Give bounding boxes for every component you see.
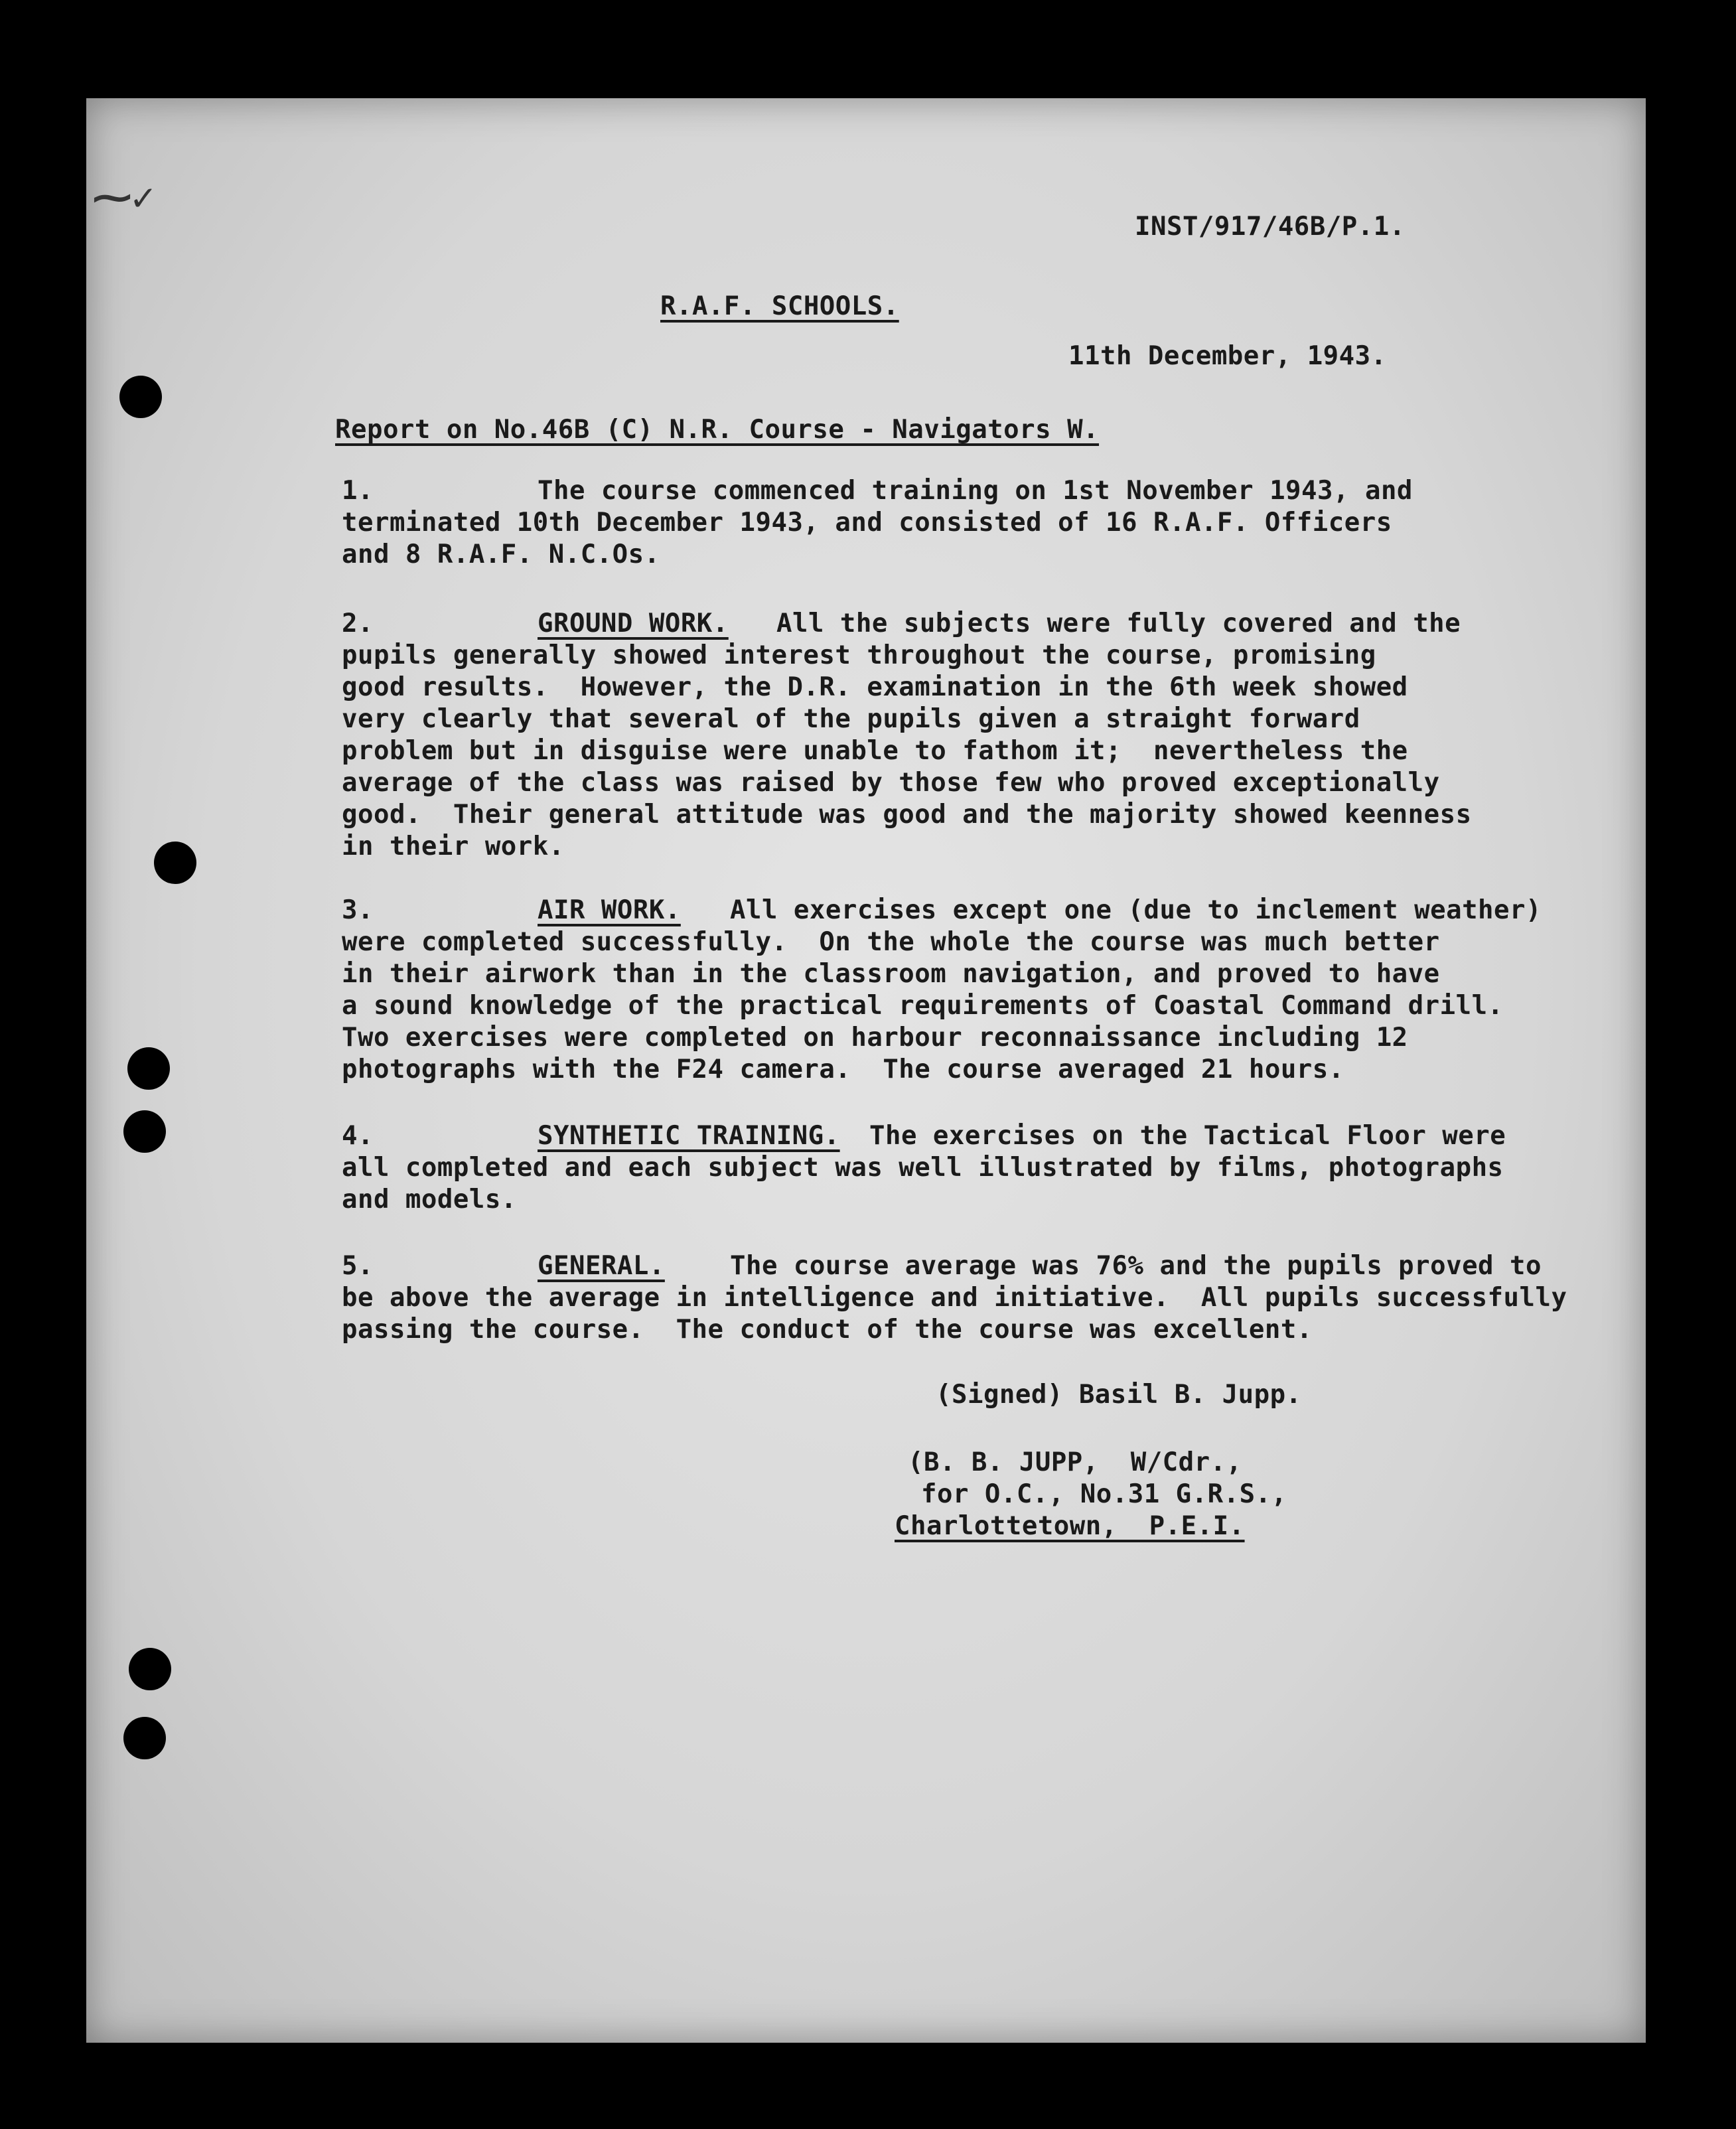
signatory-unit: for O.C., No.31 G.R.S., (921, 1479, 1287, 1509)
paragraph-line: were completed successfully. On the whole the course was much better (342, 927, 1440, 957)
school-heading: R.A.F. SCHOOLS. (660, 291, 899, 321)
paragraph-line: The course commenced training on 1st November 1943, and (538, 476, 1413, 506)
punch-hole (127, 1047, 170, 1090)
document-date: 11th December, 1943. (1068, 341, 1387, 371)
paragraph-line: and 8 R.A.F. N.C.Os. (342, 540, 660, 569)
paragraph-line: problem but in disguise were unable to fathom it; nevertheless the (342, 736, 1408, 766)
section-heading: GENERAL. (538, 1251, 665, 1281)
paragraph-line: all completed and each subject was well illustrated by films, photographs (342, 1153, 1504, 1183)
paragraph-line: All the subjects were fully covered and the (776, 609, 1461, 638)
paragraph-line: be above the average in intelligence and initiative. All pupils successfully (342, 1283, 1567, 1313)
paragraph-line: photographs with the F24 camera. The course averaged 21 hours. (342, 1055, 1344, 1084)
paragraph-number: 3. (342, 895, 374, 925)
punch-hole (123, 1717, 166, 1759)
section-heading: AIR WORK. (538, 895, 681, 925)
section-heading: GROUND WORK. (538, 609, 729, 638)
paragraph-line: terminated 10th December 1943, and consisted of 16 R.A.F. Officers (342, 508, 1392, 538)
signatory-location: Charlottetown, P.E.I. (895, 1511, 1245, 1541)
document-page (86, 98, 1646, 2043)
paragraph-line: Two exercises were completed on harbour reconnaissance including 12 (342, 1023, 1408, 1053)
paragraph-line: in their airwork than in the classroom navigation, and proved to have (342, 959, 1440, 989)
reference-number: INST/917/46B/P.1. (1135, 212, 1406, 242)
paragraph-line: All exercises except one (due to inclement weather) (730, 895, 1542, 925)
paragraph-number: 4. (342, 1121, 374, 1151)
paragraph-line: The course average was 76% and the pupils proved to (730, 1251, 1542, 1281)
paragraph-line: good. Their general attitude was good and the majority showed keenness (342, 800, 1472, 830)
punch-hole (154, 842, 196, 884)
section-heading: SYNTHETIC TRAINING. (538, 1121, 840, 1151)
paragraph-line: in their work. (342, 832, 565, 861)
paragraph-number: 2. (342, 609, 374, 638)
paragraph-line: The exercises on the Tactical Floor were (869, 1121, 1506, 1151)
punch-hole (123, 1110, 166, 1153)
paragraph-line: good results. However, the D.R. examination in the 6th week showed (342, 672, 1408, 702)
paragraph-line: a sound knowledge of the practical requirements of Coastal Command drill. (342, 991, 1504, 1021)
punch-hole (129, 1648, 171, 1690)
paragraph-number: 1. (342, 476, 374, 506)
signatory-name: (B. B. JUPP, W/Cdr., (908, 1447, 1242, 1477)
paragraph-line: average of the class was raised by those few who proved exceptionally (342, 768, 1440, 798)
paragraph-line: very clearly that several of the pupils given a straight forward (342, 704, 1360, 734)
paragraph-line: pupils generally showed interest throughout the course, promising (342, 640, 1376, 670)
report-subject: Report on No.46B (C) N.R. Course - Navigators W. (335, 415, 1100, 445)
handwritten-mark: ⁓✓ (93, 175, 155, 220)
paragraph-number: 5. (342, 1251, 374, 1281)
paragraph-line: passing the course. The conduct of the course was excellent. (342, 1315, 1313, 1345)
paragraph-line: and models. (342, 1185, 517, 1214)
signed-line: (Signed) Basil B. Jupp. (936, 1380, 1302, 1410)
punch-hole (119, 376, 162, 418)
